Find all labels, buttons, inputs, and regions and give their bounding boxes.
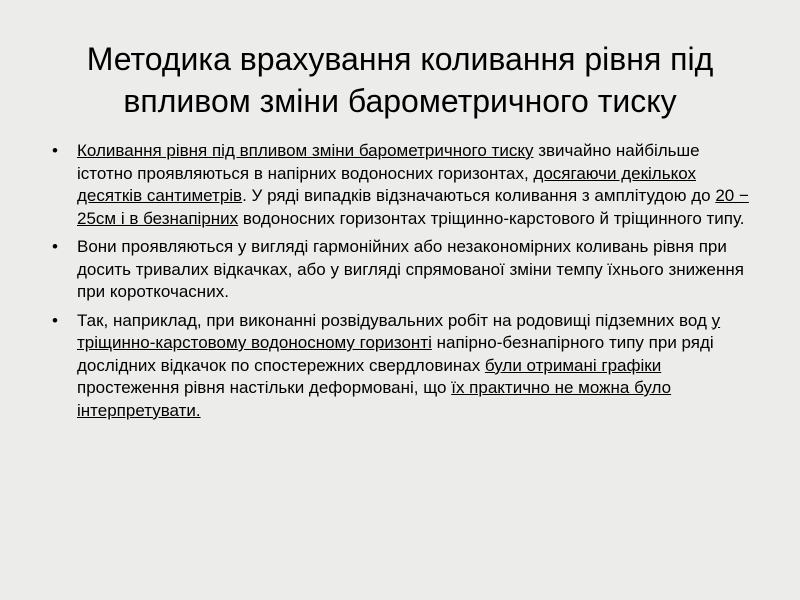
underlined-text: їх практично не можна було інтерпретувати. xyxy=(77,378,672,420)
text-segment: звичайно найбільше істотно проявляються в напірних водоносних горизонтах, xyxy=(77,141,700,183)
bullet-item-1 xyxy=(50,140,750,230)
underlined-text: у тріщинно-карстовому водоносному горизонті xyxy=(77,310,721,352)
underlined-text: були отримані графіки xyxy=(484,355,662,375)
text-segment: Так, наприклад, при виконанні розвідувальних робіт на родовищі підземних вод xyxy=(77,310,712,330)
text-segment: водоносних горизонтах тріщинно-карстового й тріщинного типу. xyxy=(238,208,745,228)
text-segment: простеження рівня настільки деформовані, що xyxy=(77,378,452,397)
bullet-list xyxy=(50,140,750,428)
underlined-text: Коливання рівня під впливом зміни барометричного тиску xyxy=(77,141,534,160)
slide-title: Методика врахування коливання рівня під впливом зміни барометричного тиску xyxy=(86,41,714,119)
text-segment: . У ряді випадків відзначаються коливання з амплітудою до xyxy=(242,186,716,205)
underlined-text: 20 − 25см і в безнапірних xyxy=(77,186,749,228)
text-segment: напірно-безнапірного типу при ряді дослідних відкачок по спостережних свердловинах xyxy=(77,333,714,375)
bullet-item-2 xyxy=(50,236,750,304)
text-segment: Вони проявляються у вигляді гармонійних або незакономірних коливань рівня при досить тривалих відкачках, або у вигляді спрямованої зміни темпу їхнього зниження при короткочасних. xyxy=(77,237,744,301)
bullet-item-3 xyxy=(50,310,750,423)
underlined-text: досягаючи декількох десятків сантиметрів xyxy=(77,163,696,205)
